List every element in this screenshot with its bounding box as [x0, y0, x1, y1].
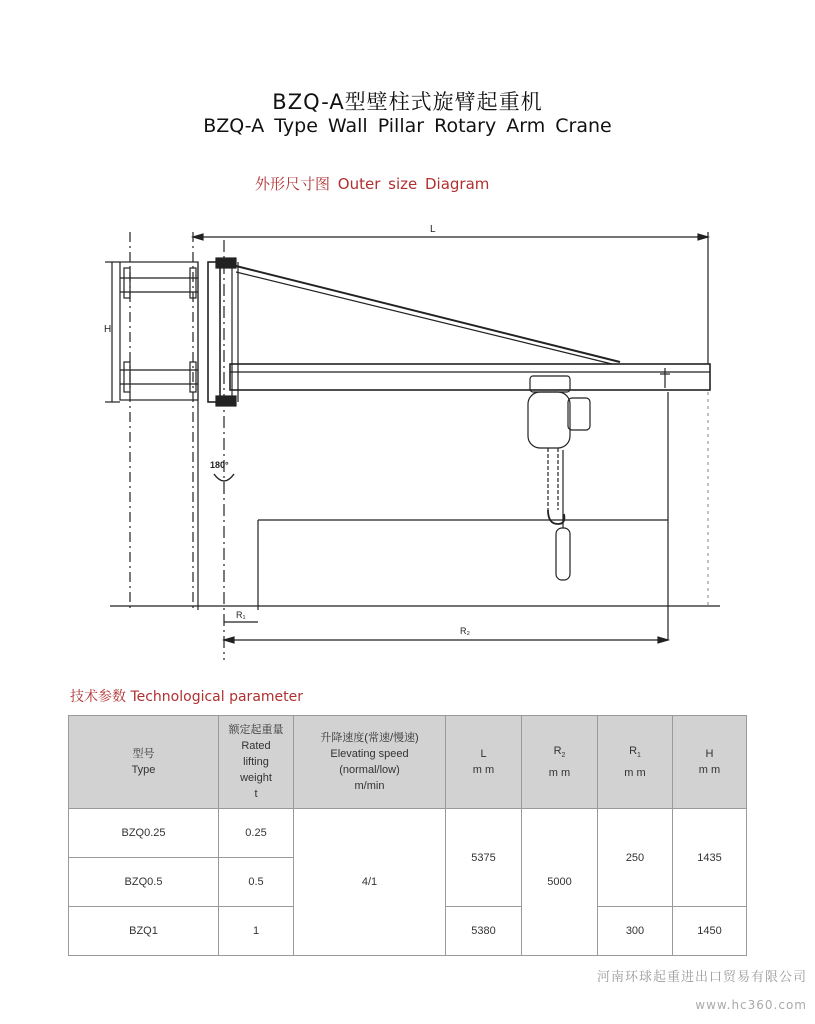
footer-url[interactable]: www.hc360.com	[695, 998, 807, 1012]
header-l: L m m	[446, 716, 522, 809]
cell-l: 5380	[446, 907, 522, 956]
cell-capacity: 0.5	[219, 858, 294, 907]
cell-l: 5375	[446, 809, 522, 907]
header-speed: 升降速度(常速/慢速) Elevating speed (normal/low) m/min	[294, 716, 446, 809]
cell-h: 1435	[673, 809, 747, 907]
cell-r1: 250	[598, 809, 673, 907]
parameter-heading: 技术参数 Technological parameter	[70, 689, 304, 705]
height-label: H	[104, 324, 112, 335]
cell-speed: 4/1	[294, 809, 446, 956]
page-title-cn: BZQ-A型壁柱式旋臂起重机	[272, 90, 543, 114]
cell-type: BZQ1	[69, 907, 219, 956]
cell-type: BZQ0.5	[69, 858, 219, 907]
cell-r2: 5000	[522, 809, 598, 956]
cell-type: BZQ0.25	[69, 809, 219, 858]
diagram-heading: 外形尺寸图 Outer size Diagram	[255, 175, 490, 193]
cell-capacity: 0.25	[219, 809, 294, 858]
header-type: 型号 Type	[69, 716, 219, 809]
cell-capacity: 1	[219, 907, 294, 956]
header-r1: $R_1$ m m	[598, 716, 673, 809]
cell-h: 1450	[673, 907, 747, 956]
header-r2: $R_2$ m m	[522, 716, 598, 809]
cell-r1: 300	[598, 907, 673, 956]
page-title-en: BZQ-A Type Wall Pillar Rotary Arm Crane	[203, 115, 612, 137]
table-header-row	[69, 716, 747, 809]
r2-label: R₂	[460, 626, 470, 636]
header-h: H m m	[673, 716, 747, 809]
rotation-label: 180°	[210, 460, 229, 470]
footer-company: 河南环球起重进出口贸易有限公司	[596, 970, 807, 985]
header-capacity: 额定起重量 Rated lifting weight t	[219, 716, 294, 809]
r1-label: R₁	[236, 610, 246, 620]
table-row	[69, 809, 747, 858]
length-label: L	[430, 224, 436, 235]
parameter-table	[68, 715, 747, 956]
